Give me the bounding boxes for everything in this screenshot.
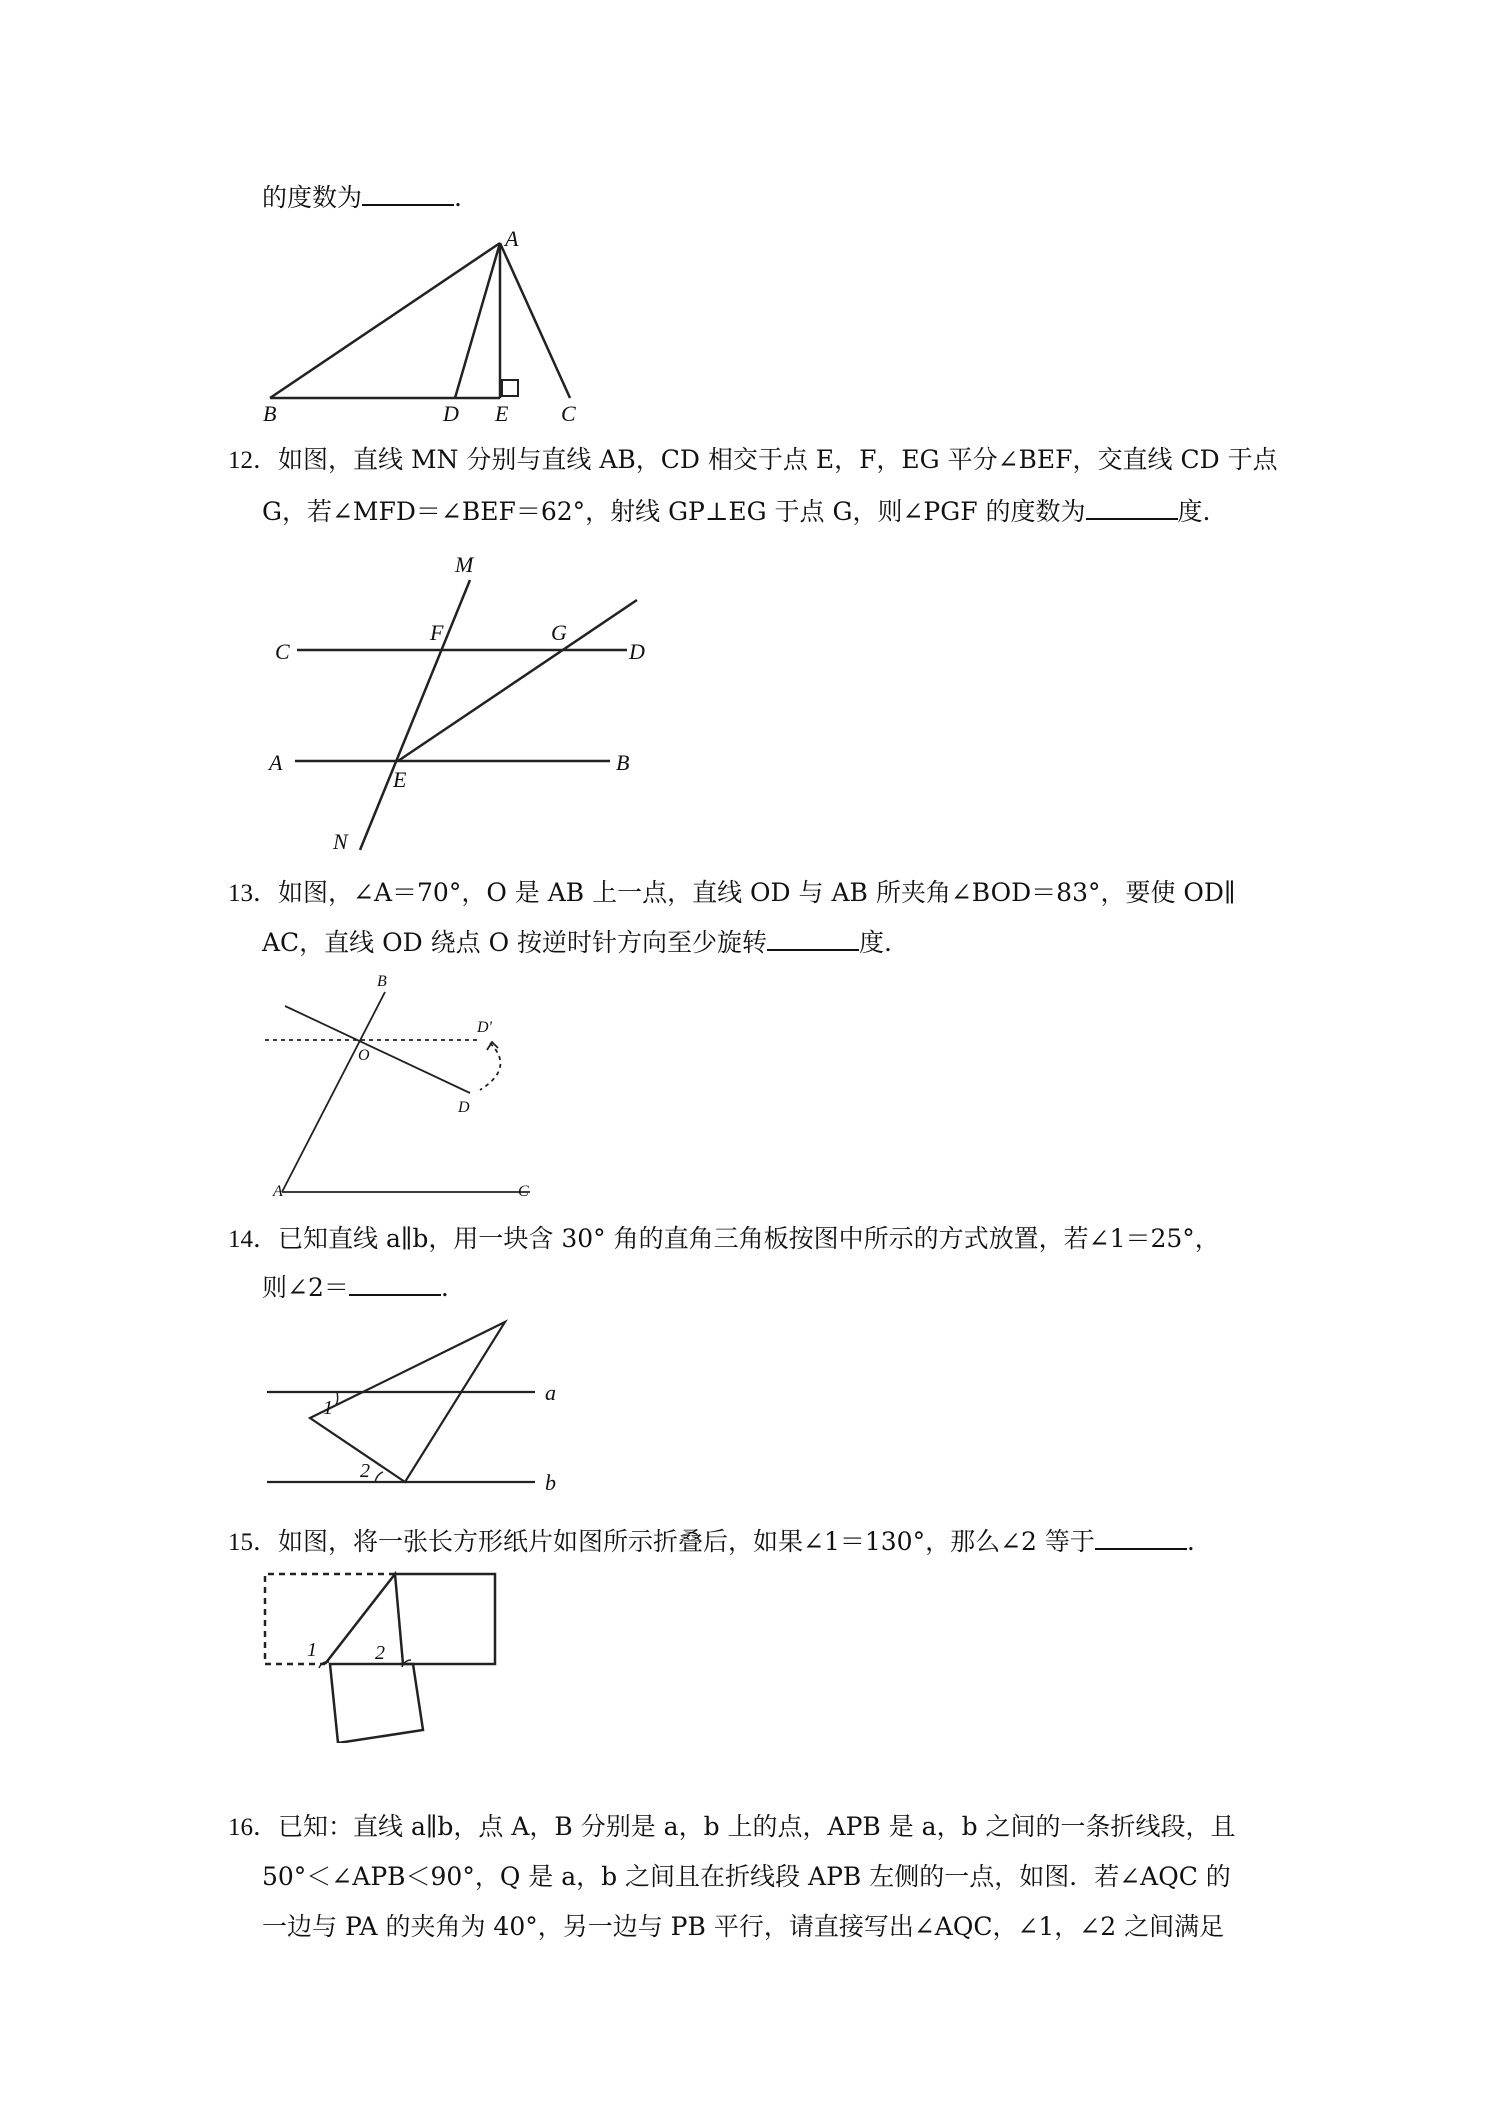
q12-text-2b: 度. bbox=[1177, 497, 1211, 526]
q12-line1 bbox=[228, 443, 1278, 478]
q15-number: 15． bbox=[228, 1529, 279, 1556]
q12-line2 bbox=[262, 494, 1210, 529]
fig12-label-M: M bbox=[455, 552, 474, 577]
q11-tail-end: . bbox=[454, 183, 462, 212]
fig12-parallel-lines bbox=[255, 540, 675, 860]
q16-text-2: 50°＜∠APB＜90°，Q 是 a，b 之间且在折线段 APB 左侧的一点，如图．若∠AQC 的 bbox=[262, 1862, 1231, 1891]
q16-number: 16． bbox=[228, 1814, 279, 1841]
fig13-label-C: C bbox=[518, 1183, 529, 1200]
fig14-angle-1: 1 bbox=[323, 1397, 333, 1419]
fig14-label-b: b bbox=[545, 1470, 556, 1495]
q16-line3 bbox=[262, 1910, 1224, 1944]
q16-line1 bbox=[228, 1810, 1236, 1845]
fig15-folded-paper bbox=[255, 1568, 515, 1743]
fig13-label-Dprime: D' bbox=[477, 1019, 492, 1036]
fig12-label-E: E bbox=[393, 767, 407, 792]
fig13-label-D: D bbox=[458, 1099, 470, 1116]
fig12-label-G: G bbox=[551, 620, 567, 645]
q14-line1 bbox=[228, 1222, 1220, 1257]
q16-line2 bbox=[262, 1860, 1231, 1894]
q15-text-1a: 如图，将一张长方形纸片如图所示折叠后，如果∠1＝130°，那么∠2 等于 bbox=[278, 1527, 1095, 1556]
fig13-label-A: A bbox=[273, 1183, 283, 1200]
fig12-label-C: C bbox=[275, 639, 290, 664]
q11-tail-line bbox=[262, 180, 462, 215]
q15-line1 bbox=[228, 1524, 1195, 1560]
q13-line2 bbox=[262, 925, 892, 960]
fig11-label-D: D bbox=[443, 401, 459, 426]
q16-text-3: 一边与 PA 的夹角为 40°，另一边与 PB 平行，请直接写出∠AQC，∠1，∠2 之间满足 bbox=[262, 1912, 1225, 1941]
fig12-label-D: D bbox=[629, 639, 645, 664]
fig12-label-B: B bbox=[616, 750, 630, 775]
answer-blank bbox=[767, 925, 859, 951]
q14-text-2a: 则∠2＝ bbox=[262, 1273, 349, 1302]
q13-line1 bbox=[228, 876, 1236, 911]
fig15-angle-1: 1 bbox=[307, 1639, 317, 1661]
fig14-triangle-ruler bbox=[255, 1310, 575, 1500]
answer-blank bbox=[349, 1270, 441, 1296]
fig11-label-C: C bbox=[561, 401, 576, 426]
answer-blank bbox=[1095, 1524, 1187, 1550]
answer-blank bbox=[362, 180, 454, 206]
fig13-rotation bbox=[255, 968, 555, 1208]
q12-text-1: 如图，直线 MN 分别与直线 AB，CD 相交于点 E，F，EG 平分∠BEF，交直线 CD 于点 bbox=[278, 445, 1278, 474]
fig14-angle-2: 2 bbox=[360, 1460, 370, 1482]
fig12-label-N: N bbox=[333, 829, 348, 854]
fig15-angle-2: 2 bbox=[375, 1642, 385, 1664]
fig11-triangle bbox=[255, 228, 600, 428]
q12-text-2a: G，若∠MFD＝∠BEF＝62°，射线 GP⊥EG 于点 G，则∠PGF 的度数为 bbox=[262, 497, 1086, 526]
fig11-label-E: E bbox=[495, 401, 509, 426]
q11-tail-text: 的度数为 bbox=[262, 183, 363, 212]
q12-number: 12． bbox=[228, 447, 279, 474]
q14-text-2b: . bbox=[440, 1273, 449, 1302]
fig11-label-A: A bbox=[505, 228, 519, 251]
q13-text-1: 如图，∠A＝70°，O 是 AB 上一点，直线 OD 与 AB 所夹角∠BOD＝83°，要使 OD∥ bbox=[278, 878, 1236, 907]
q14-line2 bbox=[262, 1270, 449, 1305]
fig12-label-A: A bbox=[269, 750, 283, 775]
q13-text-2a: AC，直线 OD 绕点 O 按逆时针方向至少旋转 bbox=[262, 928, 768, 957]
answer-blank bbox=[1086, 494, 1178, 520]
q13-text-2b: 度. bbox=[859, 928, 892, 957]
fig13-label-B: B bbox=[377, 973, 387, 990]
q16-text-1: 已知：直线 a∥b，点 A，B 分别是 a，b 上的点，APB 是 a，b 之间的一条折线段，且 bbox=[278, 1812, 1236, 1841]
q13-number: 13． bbox=[228, 880, 279, 907]
fig13-label-O: O bbox=[358, 1047, 370, 1064]
fig12-label-F: F bbox=[430, 620, 444, 645]
q15-text-1b: . bbox=[1186, 1527, 1195, 1556]
fig14-label-a: a bbox=[545, 1380, 556, 1405]
q14-text-1: 已知直线 a∥b，用一块含 30° 角的直角三角板按图中所示的方式放置，若∠1＝25°， bbox=[278, 1224, 1220, 1253]
q14-number: 14． bbox=[228, 1226, 279, 1253]
fig11-label-B: B bbox=[263, 401, 277, 426]
